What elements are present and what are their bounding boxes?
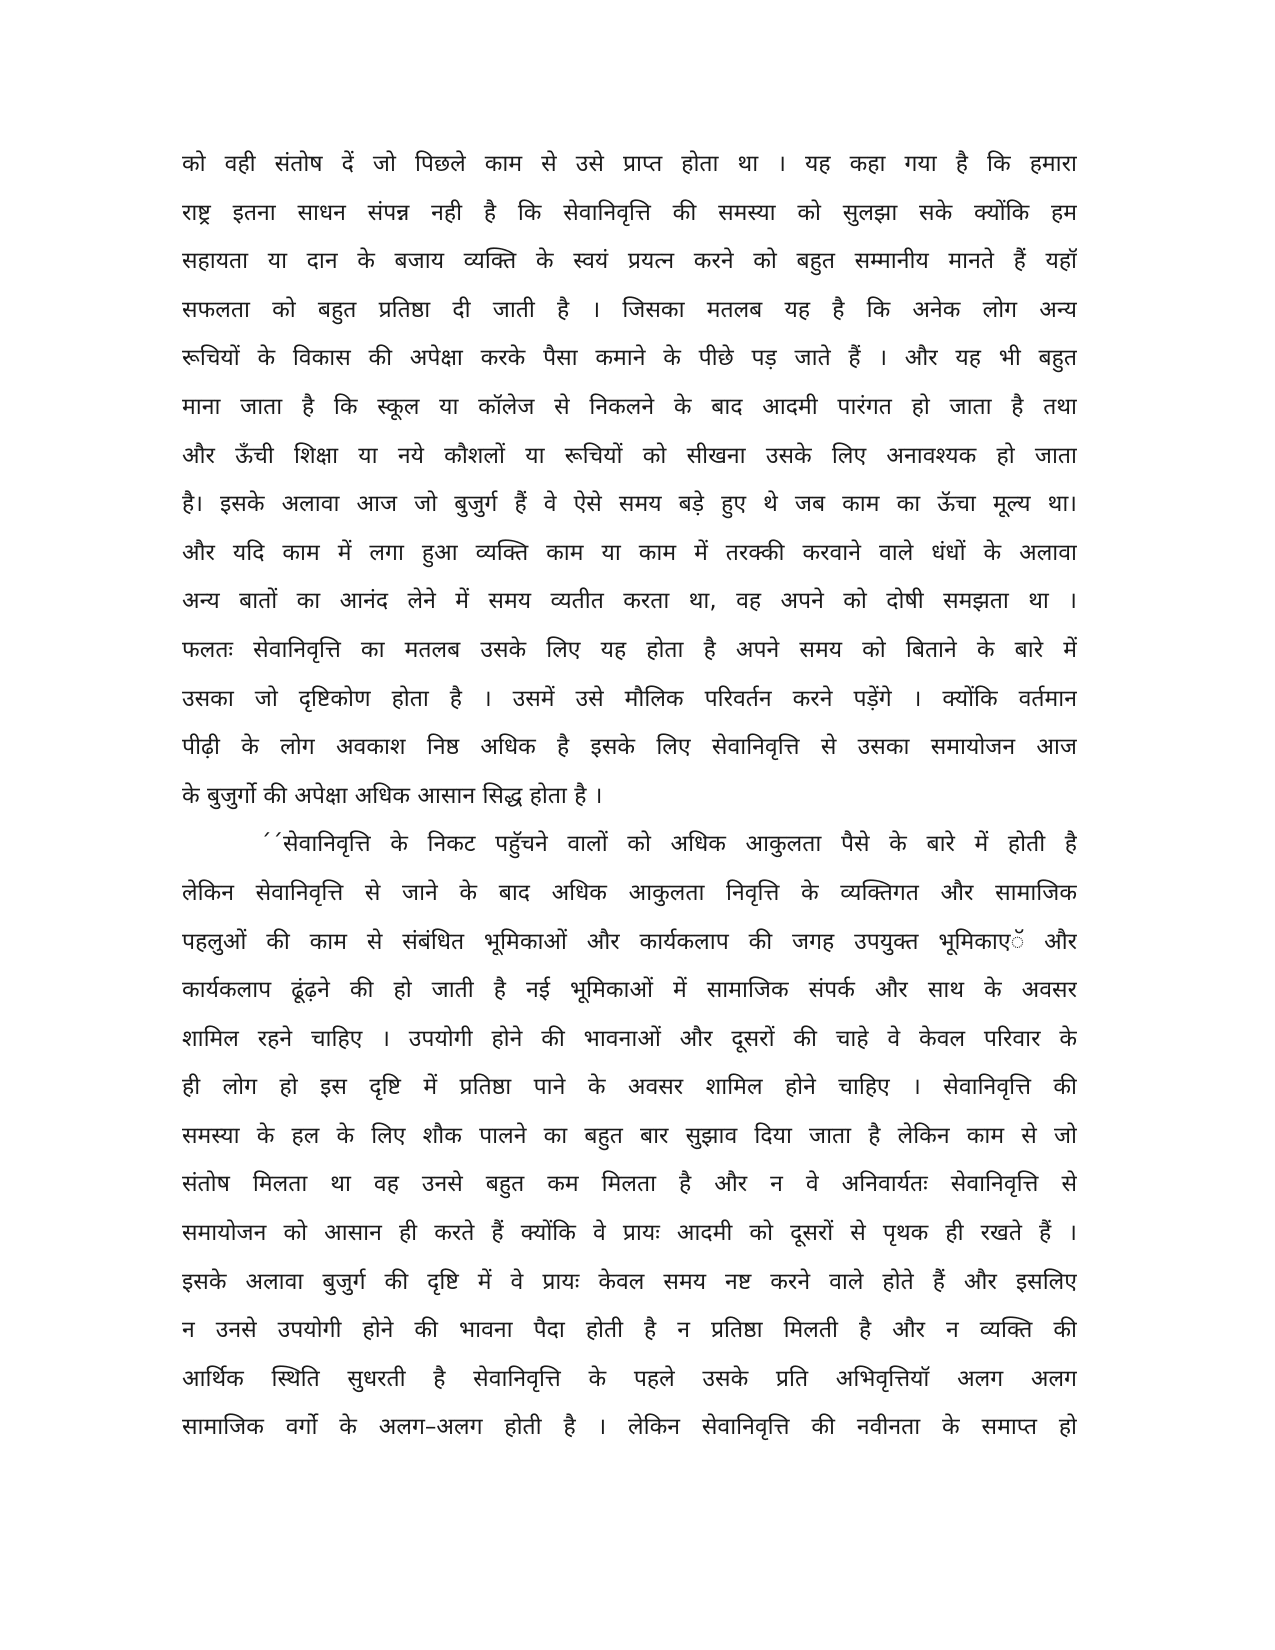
text-line-4: सफलता को बहुत प्रतिष्ठा दी जाती है । जिसका मतलब यह है कि अनेक लोग अन्य bbox=[182, 296, 1077, 323]
body-text bbox=[182, 140, 1077, 1452]
text-line-11: फलतः सेवानिवृत्ति का मतलब उसके लिए यह होता है अपने समय को बिताने के बारे में bbox=[182, 636, 1077, 663]
text-line-7: और ऊँची शिक्षा या नये कौशलों या रूचियों को सीखना उसके लिए अनावश्यक हो जाता bbox=[182, 442, 1077, 469]
text-line-8: है। इसके अलावा आज जो बुजुर्ग हैं वे ऐसे समय बड़े हुए थे जब काम का ऊॅचा मूल्य था। bbox=[182, 491, 1077, 518]
text-line-17: पहलुओं की काम से संबंधित भूमिकाओं और कार्यकलाप की जगह उपयुक्त भूमिकाएॅ और bbox=[182, 928, 1077, 955]
text-line-1: को वही संतोष दें जो पिछले काम से उसे प्राप्त होता था । यह कहा गया है कि हमारा bbox=[182, 151, 1077, 177]
text-line-2: राष्ट्र इतना साधन संपन्न नही है कि सेवानिवृत्ति की समस्या को सुलझा सके क्योंकि हम bbox=[182, 199, 1077, 226]
text-line-27: सामाजिक वर्गो के अलग–अलग होती है । लेकिन सेवानिवृत्ति की नवीनता के समाप्त हो bbox=[182, 1414, 1077, 1441]
text-line-6: माना जाता है कि स्कूल या कॉलेज से निकलने के बाद आदमी पारंगत हो जाता है तथा bbox=[182, 393, 1077, 420]
text-line-13: पीढ़ी के लोग अवकाश निष्ठ अधिक है इसके लिए सेवानिवृत्ति से उसका समायोजन आज bbox=[182, 734, 1077, 761]
text-line-21: समस्या के हल के लिए शौक पालने का बहुत बार सुझाव दिया जाता है लेकिन काम से जो bbox=[182, 1122, 1077, 1149]
text-line-18: कार्यकलाप ढूंढ़ने की हो जाती है नई भूमिकाओं में सामाजिक संपर्क और साथ के अवसर bbox=[182, 977, 1077, 1004]
text-line-16: लेकिन सेवानिवृत्ति से जाने के बाद अधिक आकुलता निवृत्ति के व्यक्तिगत और सामाजिक bbox=[182, 879, 1077, 906]
text-line-25: न उनसे उपयोगी होने की भावना पैदा होती है न प्रतिष्ठा मिलती है और न व्यक्ति की bbox=[182, 1317, 1077, 1344]
text-line-26: आर्थिक स्थिति सुधरती है सेवानिवृत्ति के पहले उसके प्रति अभिवृत्तियॉ अलग अलग bbox=[182, 1365, 1077, 1392]
text-line-9: और यदि काम में लगा हुआ व्यक्ति काम या काम में तरक्की करवाने वाले धंधों के अलावा bbox=[182, 539, 1077, 566]
text-line-10: अन्य बातों का आनंद लेने में समय व्यतीत करता था, वह अपने को दोषी समझता था । bbox=[182, 588, 1077, 615]
text-line-14: के बुजुर्गो की अपेक्षा अधिक आसान सिद्ध होता है । bbox=[182, 782, 603, 809]
text-line-3: सहायता या दान के बजाय व्यक्ति के स्वयं प्रयत्न करने को बहुत सम्मानीय मानते हैं यहॉ bbox=[182, 248, 1077, 275]
text-line-15: ´´सेवानिवृत्ति के निकट पहुॅचने वालों को अधिक आकुलता पैसे के बारे में होती है bbox=[260, 831, 1077, 858]
text-line-19: शामिल रहने चाहिए । उपयोगी होने की भावनाओं और दूसरों की चाहे वे केवल परिवार के bbox=[182, 1025, 1077, 1052]
text-line-24: इसके अलावा बुजुर्ग की दृष्टि में वे प्रायः केवल समय नष्ट करने वाले होते हैं और इसलिए bbox=[182, 1268, 1077, 1295]
text-line-22: संतोष मिलता था वह उनसे बहुत कम मिलता है और न वे अनिवार्यतः सेवानिवृत्ति से bbox=[182, 1171, 1077, 1198]
text-line-23: समायोजन को आसान ही करते हैं क्योंकि वे प्रायः आदमी को दूसरों से पृथक ही रखते हैं । bbox=[182, 1220, 1077, 1247]
text-line-5: रूचियों के विकास की अपेक्षा करके पैसा कमाने के पीछे पड़ जाते हैं । और यह भी बहुत bbox=[182, 345, 1077, 372]
text-line-20: ही लोग हो इस दृष्टि में प्रतिष्ठा पाने के अवसर शामिल होने चाहिए । सेवानिवृत्ति की bbox=[182, 1074, 1077, 1101]
text-line-12: उसका जो दृष्टिकोण होता है । उसमें उसे मौलिक परिवर्तन करने पड़ेंगे । क्योंकि वर्तमान bbox=[182, 685, 1077, 712]
